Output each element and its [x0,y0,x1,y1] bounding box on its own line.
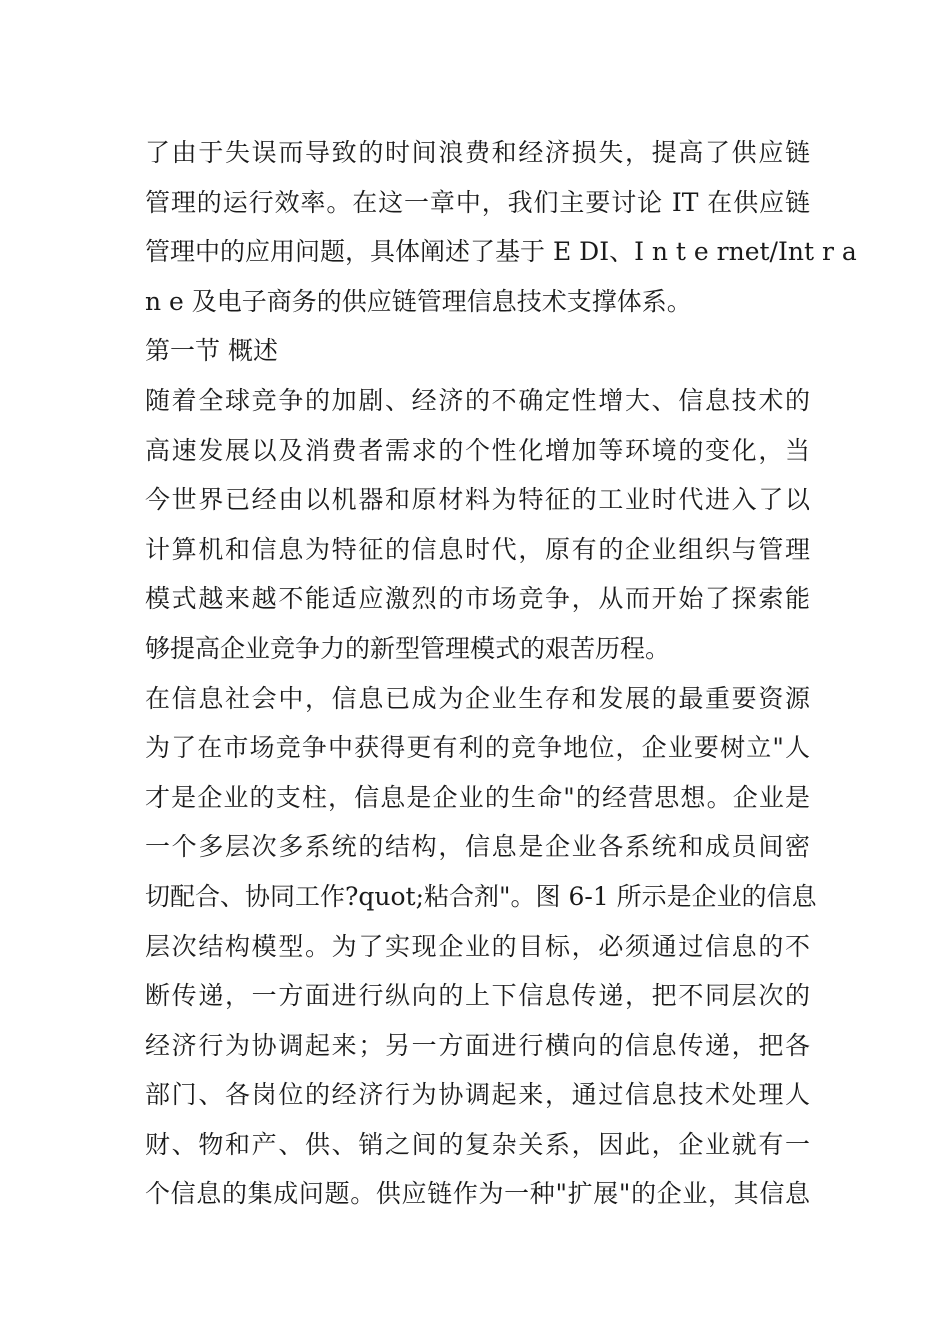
text-line: 计算机和信息为特征的信息时代，原有的企业组织与管理 [145,534,810,564]
text-line: 随着全球竞争的加剧、经济的不确定性增大、信息技术的 [145,385,810,415]
text-line: 层次结构模型。为了实现企业的目标，必须通过信息的不 [145,931,810,961]
document-body [145,128,857,1219]
text-line: 管理中的应用问题，具体阐述了基于 E DI、I n t e rnet/Int r a [145,237,857,267]
text-line: 够提高企业竞争力的新型管理模式的艰苦历程。 [145,633,671,663]
text-line: n e 及电子商务的供应链管理信息技术支撑体系。 [145,286,692,316]
text-line: 个信息的集成问题。供应链作为一种"扩展"的企业，其信息 [145,1179,810,1209]
text-line: 经济行为协调起来；另一方面进行横向的信息传递，把各 [145,1030,810,1060]
text-line: 才是企业的支柱，信息是企业的生命"的经营思想。企业是 [145,782,810,812]
text-line: 模式越来越不能适应激烈的市场竞争，从而开始了探索能 [145,584,810,614]
text-line: 为了在市场竞争中获得更有利的竞争地位，企业要树立"人 [145,733,810,763]
text-line: 高速发展以及消费者需求的个性化增加等环境的变化，当 [145,435,810,465]
text-line: 切配合、协同工作?quot;粘合剂"。图 6-1 所示是企业的信息 [145,881,817,911]
text-line: 管理的运行效率。在这一章中，我们主要讨论 IT 在供应链 [145,187,810,217]
text-line: 一个多层次多系统的结构，信息是企业各系统和成员间密 [145,832,810,862]
text-line: 财、物和产、供、销之间的复杂关系，因此，企业就有一 [145,1129,810,1159]
text-line: 了由于失误而导致的时间浪费和经济损失，提高了供应链 [145,138,810,167]
text-line: 部门、各岗位的经济行为协调起来，通过信息技术处理人 [145,1080,810,1110]
text-line: 今世界已经由以机器和原材料为特征的工业时代进入了以 [145,485,810,515]
text-line: 断传递，一方面进行纵向的上下信息传递，把不同层次的 [145,981,810,1011]
text-line: 在信息社会中，信息已成为企业生存和发展的最重要资源 [145,683,810,713]
text-line: 第一节 概述 [145,336,278,366]
